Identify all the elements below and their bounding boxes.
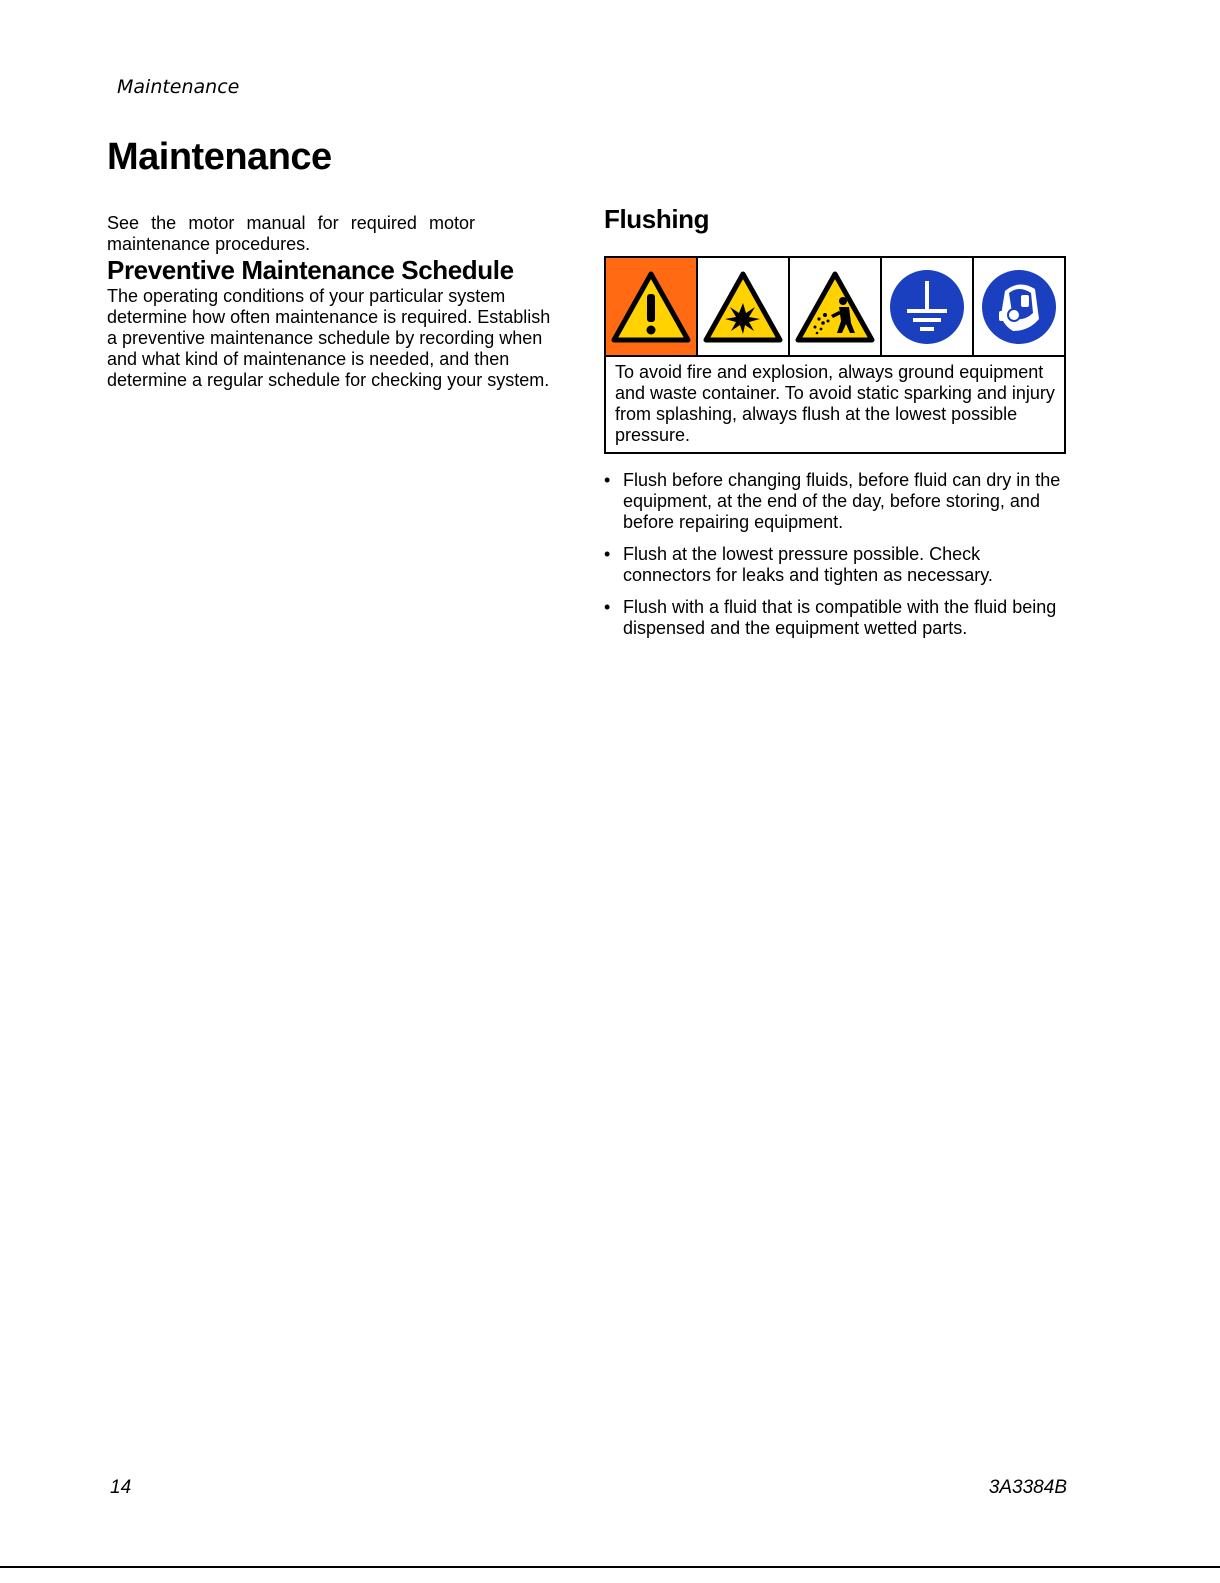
warning-exclamation-icon (611, 271, 691, 343)
fire-explosion-icon (703, 271, 783, 343)
preventive-maintenance-heading: Preventive Maintenance Schedule (107, 255, 514, 285)
list-item (604, 597, 1068, 639)
running-header: Maintenance (117, 76, 240, 98)
bullet-text: Flush before changing fluids, before fluid can dry in the equipment, at the end of the day, before storing, and before repairing equipment. (623, 470, 1061, 532)
warning-box (604, 256, 1066, 454)
page-title: Maintenance (107, 136, 332, 178)
splash-injury-icon (795, 271, 875, 343)
warning-icon-cell (606, 258, 698, 355)
flushing-heading: Flushing (604, 204, 710, 234)
fire-explosion-icon-cell (698, 258, 790, 355)
bottom-divider (0, 1566, 1220, 1568)
right-column (604, 204, 1068, 650)
warning-text: To avoid fire and explosion, always ground equipment and waste container. To avoid static sparking and injury from splashing, always flush at the lowest possible pressure. (615, 362, 1055, 445)
splash-injury-icon-cell (790, 258, 882, 355)
page-number: 14 (110, 1477, 132, 1498)
face-shield-respirator-icon (979, 267, 1059, 347)
bullet-text: Flush at the lowest pressure possible. Check connectors for leaks and tighten as necessary. (623, 544, 993, 585)
warning-icon-row (606, 258, 1064, 357)
ground-icon (887, 267, 967, 347)
bullet-marker: • (604, 597, 611, 617)
bullet-marker: • (604, 544, 611, 564)
list-item (604, 544, 1068, 586)
ground-icon-cell (882, 258, 974, 355)
list-item (604, 470, 1068, 533)
left-column (107, 213, 557, 391)
flushing-bullet-list (604, 470, 1068, 639)
document-number: 3A3384B (988, 1477, 1067, 1498)
bullet-text: Flush with a fluid that is compatible with the fluid being dispensed and the equipment wetted parts. (623, 597, 1057, 638)
face-shield-icon-cell (974, 258, 1064, 355)
preventive-maintenance-paragraph: The operating conditions of your particular system determine how often maintenance is required. Establish a preventive maintenance schedule by recording when and what kind of maintenance is needed, and then determine a regular schedule for checking your system. (107, 286, 551, 390)
intro-paragraph: See the motor manual for required motor maintenance procedures. (107, 213, 475, 254)
bullet-marker: • (604, 470, 611, 490)
